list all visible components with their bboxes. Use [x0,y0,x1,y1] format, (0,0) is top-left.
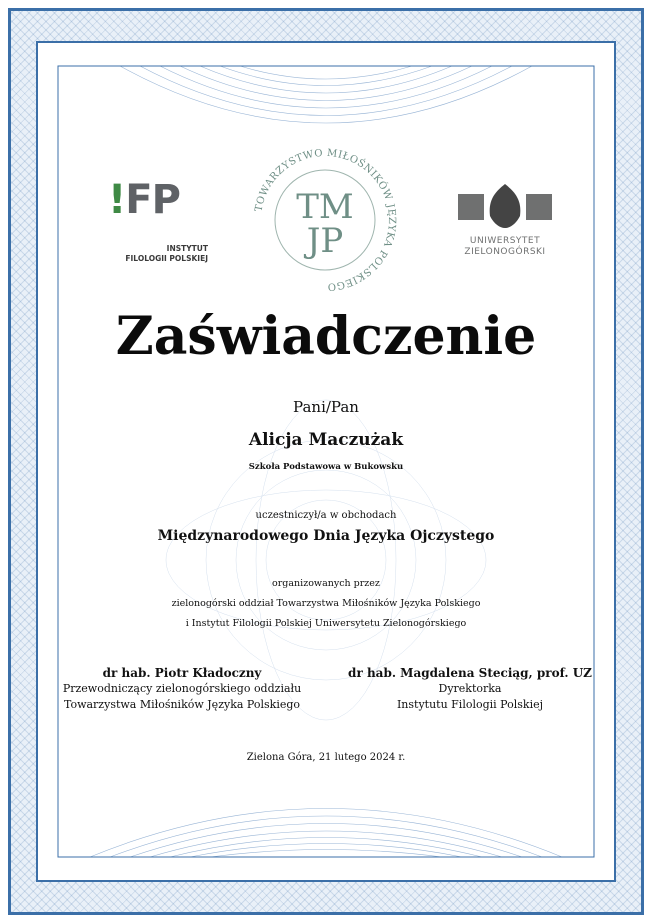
signature-left [52,665,312,713]
signature-right [340,665,600,713]
signatory-role: Towarzystwa Miłośników Języka Polskiego [63,698,301,711]
certificate-title: Zaświadczenie [115,306,537,367]
recipient-school: Szkoła Podstawowa w Bukowsku [248,462,404,472]
uz-name: UNIWERSYTET ZIELONOGÓRSKI [464,236,546,257]
tmjp-logo [245,140,405,300]
event-name: Międzynarodowego Dnia Języka Ojczystego [157,528,495,544]
tmjp-letters-bottom: JP [306,221,344,261]
uz-eagle-icon [450,180,560,232]
ifp-logo [108,177,208,263]
organizers-intro: organizowanych przez [272,578,380,589]
participation-text: uczestniczył/a w obchodach [255,510,397,521]
signatory-role: Przewodniczący zielonogórskiego oddziału [62,682,302,695]
signatory-name: dr hab. Magdalena Steciąg, prof. UZ [348,666,592,680]
organizer-1: zielonogórski oddział Towarzystwa Miłośników Języka Polskiego [171,598,481,609]
tmjp-letters-top: TM [296,187,354,227]
tmjp-ring-text: TOWARZYSTWO MIŁOŚNIKÓW JĘZYKA POLSKIEGO [253,147,398,293]
issue-date: Zielona Góra, 21 lutego 2024 r. [246,752,406,763]
signatory-role: Instytutu Filologii Polskiej [396,698,544,711]
uz-logo [450,180,560,260]
signatory-role: Dyrektorka [438,682,502,695]
ifp-mark: !FP [108,177,180,223]
salutation: Pani/Pan [293,398,359,416]
organizer-2: i Instytut Filologii Polskiej Uniwersytetu Zielonogórskiego [185,618,467,629]
recipient-name: Alicja Maczużak [248,430,404,450]
signatory-name: dr hab. Piotr Kładoczny [102,666,262,680]
ifp-name: INSTYTUT FILOLOGII POLSKIEJ [125,244,208,263]
